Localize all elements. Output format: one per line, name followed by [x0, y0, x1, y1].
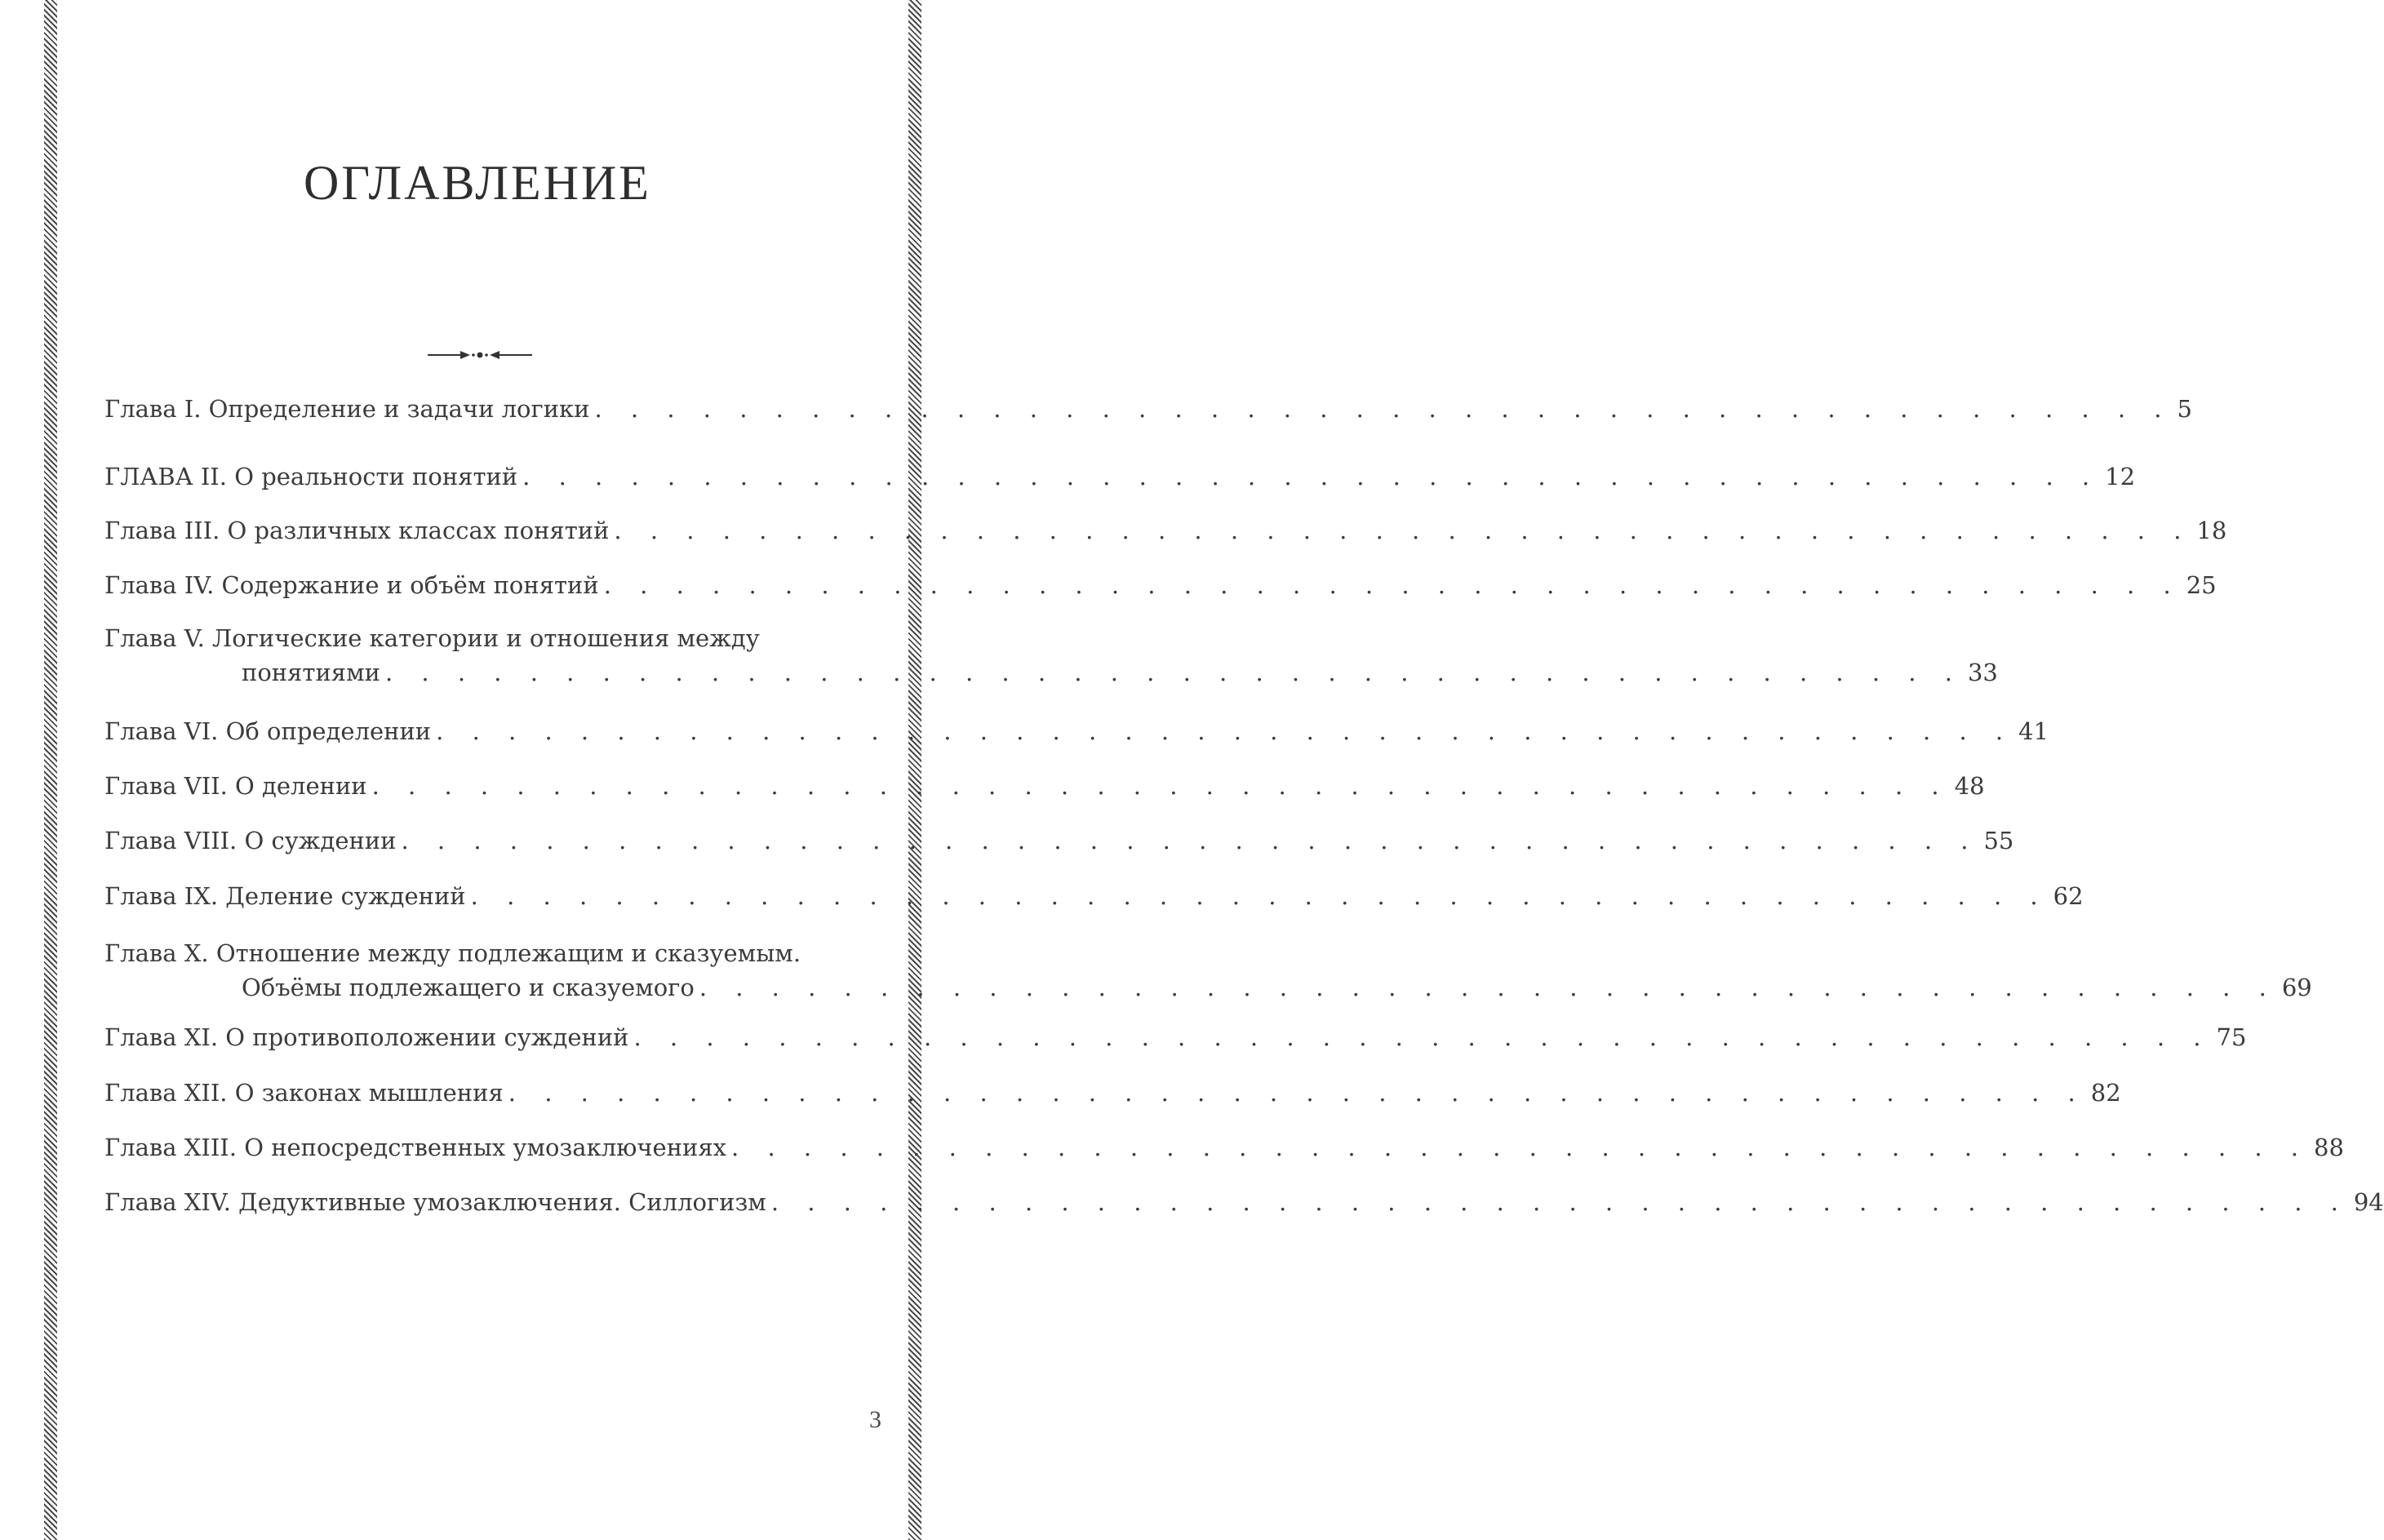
toc-entry-page: 33 — [1967, 659, 1998, 686]
toc-entry-page: 25 — [2186, 571, 2217, 599]
decorative-border-left — [44, 0, 57, 1540]
toc-entry[interactable] — [104, 621, 1998, 690]
toc-entry-title-line: Глава V. Логические категории и отношения между — [104, 624, 760, 652]
toc-entry[interactable] — [104, 714, 2049, 748]
toc-entry-page: 94 — [2353, 1188, 2384, 1216]
dot-leader: . . . . . . . . . . . . . . . . . . . . . . . . . . . . . . . . . . . . . . . . . . . . — [770, 1188, 2349, 1216]
toc-entry-title: Глава IX. Деление суждений — [104, 882, 466, 910]
toc-entry-title: Глава VII. О делении — [104, 772, 367, 800]
toc-entry-page: 41 — [2018, 717, 2049, 745]
toc-entry[interactable] — [104, 568, 2217, 602]
toc-entry[interactable] — [104, 513, 2227, 548]
dot-leader: . . . . . . . . . . . . . . . . . . . . . . . . . . . . . . . . . . . . . . . . . . . . — [508, 1079, 2086, 1107]
dot-leader: . . . . . . . . . . . . . . . . . . . . . . . . . . . . . . . . . . . . . . . . . . . . — [594, 395, 2173, 423]
dot-leader: . . . . . . . . . . . . . . . . . . . . . . . . . . . . . . . . . . . . . . . . . . . . — [699, 974, 2277, 1001]
toc-entry-title: Глава XII. О законах мышления — [104, 1079, 504, 1107]
toc-entry-title: Глава XIII. О непосредственных умозаключениях — [104, 1134, 727, 1161]
dot-leader: . . . . . . . . . . . . . . . . . . . . . . . . . . . . . . . . . . . . . . . . . . . . — [371, 772, 1950, 800]
toc-entry-page: 5 — [2177, 395, 2192, 423]
toc-entry-title-line: Глава X. Отношение между подлежащим и сказуемым. — [104, 939, 801, 967]
dot-leader: . . . . . . . . . . . . . . . . . . . . . . . . . . . . . . . . . . . . . . . . . . . . — [633, 1023, 2212, 1051]
dot-leader: . . . . . . . . . . . . . . . . . . . . . . . . . . . . . . . . . . . . . . . . . . . . — [470, 882, 2049, 910]
dot-leader: . . . . . . . . . . . . . . . . . . . . . . . . . . . . . . . . . . . . . . . . . . . . — [522, 463, 2101, 490]
toc-entry[interactable] — [104, 1130, 2344, 1165]
toc-entry[interactable] — [104, 392, 2192, 426]
toc-entry-title: Глава III. О различных классах понятий — [104, 517, 610, 544]
dot-leader: . . . . . . . . . . . . . . . . . . . . . . . . . . . . . . . . . . . . . . . . . . . . — [603, 571, 2182, 599]
toc-entry[interactable] — [104, 823, 2014, 858]
dot-leader: . . . . . . . . . . . . . . . . . . . . . . . . . . . . . . . . . . . . . . . . . . . . — [731, 1134, 2310, 1161]
toc-entry-page: 75 — [2216, 1023, 2247, 1051]
dot-leader: . . . . . . . . . . . . . . . . . . . . . . . . . . . . . . . . . . . . . . . . . . . . — [436, 717, 2014, 745]
toc-entry-title: Глава IV. Содержание и объём понятий — [104, 571, 599, 599]
toc-entry-title: Глава VI. Об определении — [104, 717, 432, 745]
ornament-divider-icon — [424, 343, 535, 367]
toc-entry[interactable] — [104, 1185, 2384, 1219]
toc-entry-page: 88 — [2314, 1134, 2344, 1161]
toc-entry-title: понятиями — [242, 659, 380, 686]
toc-entry-title: Глава VIII. О суждении — [104, 827, 397, 854]
toc-entry-page: 48 — [1954, 772, 1985, 800]
dot-leader: . . . . . . . . . . . . . . . . . . . . . . . . . . . . . . . . . . . . . . . . . . . . — [614, 517, 2192, 544]
toc-entry-title: Глава I. Определение и задачи логики — [104, 395, 590, 423]
page-title: ОГЛАВЛЕНИЕ — [304, 156, 651, 210]
dot-leader: . . . . . . . . . . . . . . . . . . . . . . . . . . . . . . . . . . . . . . . . . . . . — [384, 659, 1963, 686]
toc-entry-page: 18 — [2196, 517, 2227, 544]
dot-leader: . . . . . . . . . . . . . . . . . . . . . . . . . . . . . . . . . . . . . . . . . . . . — [401, 827, 1979, 854]
page-number: 3 — [869, 1406, 881, 1433]
toc-entry-title: Объёмы подлежащего и сказуемого — [242, 974, 695, 1001]
toc-entry-page: 62 — [2053, 882, 2084, 910]
toc-entry-title: ГЛАВА II. О реальности понятий — [104, 463, 518, 490]
toc-entry-page: 55 — [1983, 827, 2014, 854]
toc-entry-page: 69 — [2281, 974, 2312, 1001]
toc-entry-title: Глава XIV. Дедуктивные умозаключения. Силлогизм — [104, 1188, 766, 1216]
toc-entry[interactable] — [104, 936, 2312, 1005]
toc-entry-title: Глава XI. О противоположении суждений — [104, 1023, 629, 1051]
toc-entry[interactable] — [104, 879, 2084, 913]
toc-entry[interactable] — [104, 769, 1985, 803]
toc-entry-page: 82 — [2090, 1079, 2121, 1107]
toc-entry[interactable] — [104, 459, 2136, 494]
toc-entry[interactable] — [104, 1076, 2121, 1110]
toc-entry-page: 12 — [2105, 463, 2136, 490]
toc-entry[interactable] — [104, 1020, 2247, 1054]
